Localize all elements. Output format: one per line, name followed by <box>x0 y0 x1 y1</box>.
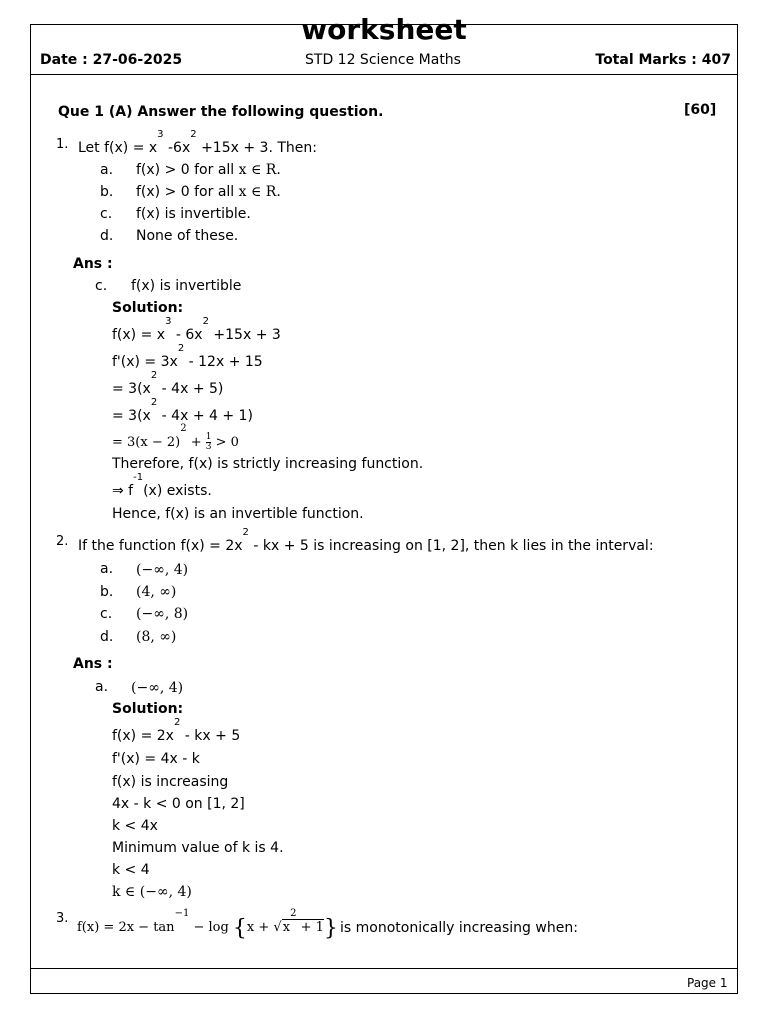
solution-line: ⇒ $f^{-1}(x)$ exists. <box>112 472 212 499</box>
answer-label: Ans : <box>73 656 113 672</box>
solution-line: f'(x) = 4x - k <box>112 751 200 767</box>
solution-line: Minimum value of k is 4. <box>112 840 284 856</box>
answer-math: (−∞, 4) <box>131 680 184 696</box>
question-stem: Let $f(x) = x^3$ $-6x^2 +15x + 3$. Then: <box>78 129 317 156</box>
solution-line: = $3(x - 2)^2$ + $\frac{1}{3}$ > 0 <box>112 423 239 452</box>
solution-line: = $3(x^2 - 4x + 4 + 1)$ <box>112 397 253 424</box>
option-letter: d. <box>100 629 114 645</box>
answer-label: Ans : <box>73 256 113 272</box>
option-letter: a. <box>100 561 114 577</box>
solution-label: Solution: <box>112 300 184 316</box>
option-text: None of these. <box>136 228 239 244</box>
solution-line: k < 4x <box>112 818 158 834</box>
question-math: $f(x) = 2x - \tan^{-1} - \log \{x + √x^2 + 1\}$ <box>77 908 338 941</box>
solution-line: $f(x) = x^3 - 6x^2 +15x + 3$ <box>112 316 281 343</box>
solution-line: f(x) is increasing <box>112 774 229 790</box>
question-stem: If the function $f(x) = 2x^2$ - kx + 5 is increasing on [1, 2], then k lies in the interval: <box>78 527 654 554</box>
answer-letter: c. <box>95 278 108 294</box>
option-math: (4, ∞) <box>136 584 177 600</box>
solution-line: k < 4 <box>112 862 150 878</box>
solution-line: 4x - k < 0 on [1, 2] <box>112 796 245 812</box>
total-marks-label: Total Marks : 407 <box>595 52 731 68</box>
option-letter: a. <box>100 162 114 178</box>
page-number: Page 1 <box>687 976 728 990</box>
solution-line: = $3(x^2 - 4x + 5)$ <box>112 370 224 397</box>
subject-label: STD 12 Science Maths <box>305 52 461 68</box>
section-marks: [60] <box>684 102 717 118</box>
solution-line: k ∈ (−∞, 4) <box>112 884 192 900</box>
solution-line: $f'(x) = 3x^2 - 12x + 15$ <box>112 343 263 370</box>
header-divider <box>31 74 737 75</box>
question-number: 2. <box>56 534 69 549</box>
question-number: 1. <box>56 137 69 152</box>
option-text: f(x) > 0 for all x ∈ R. <box>136 184 281 200</box>
worksheet-title: worksheet <box>301 13 467 46</box>
option-math: (8, ∞) <box>136 629 177 645</box>
option-text: f(x) is invertible. <box>136 206 251 222</box>
solution-label: Solution: <box>112 701 184 717</box>
option-letter: c. <box>100 606 113 622</box>
answer-text: f(x) is invertible <box>131 278 242 294</box>
option-math: (−∞, 4) <box>136 562 189 578</box>
solution-line: $f(x) = 2x^2$ - kx + 5 <box>112 717 241 744</box>
option-letter: d. <box>100 228 114 244</box>
option-letter: b. <box>100 584 114 600</box>
solution-line: Hence, f(x) is an invertible function. <box>112 506 364 522</box>
option-letter: c. <box>100 206 113 222</box>
question-text: is monotonically increasing when: <box>340 920 578 936</box>
date-label: Date : 27-06-2025 <box>40 52 183 68</box>
answer-letter: a. <box>95 679 109 695</box>
solution-line: Therefore, f(x) is strictly increasing function. <box>112 456 424 472</box>
question-number: 3. <box>56 911 69 926</box>
option-math: (−∞, 8) <box>136 606 189 622</box>
section-heading: Que 1 (A) Answer the following question. <box>58 104 384 120</box>
option-text: f(x) > 0 for all x ∈ R. <box>136 162 281 178</box>
footer-divider <box>31 968 737 969</box>
option-letter: b. <box>100 184 114 200</box>
